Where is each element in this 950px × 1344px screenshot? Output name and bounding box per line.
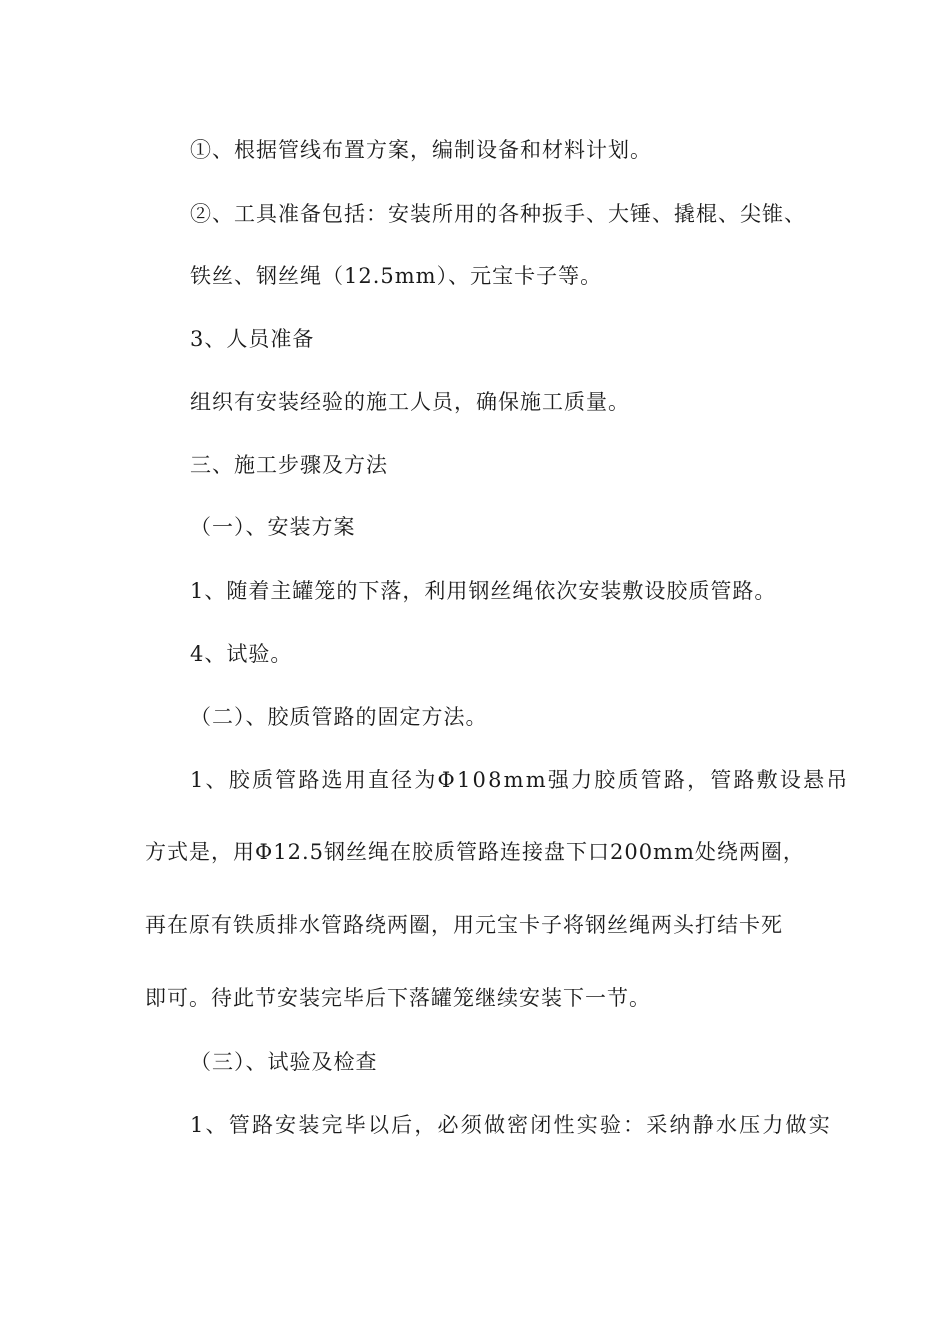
subsection-heading-2: （二）、胶质管路的固定方法。 — [190, 705, 488, 729]
paragraph-line-5: 组织有安装经验的施工人员，确保施工质量。 — [190, 390, 630, 414]
subsection-heading-3: （三）、试验及检查 — [190, 1050, 378, 1074]
section-heading-personnel: 3、人员准备 — [190, 327, 315, 351]
paragraph-line-11: 1、胶质管路选用直径为Φ108mm强力胶质管路，管路敷设悬吊 — [190, 768, 850, 792]
paragraph-line-9: 4、试验。 — [190, 642, 293, 666]
paragraph-line-12: 方式是，用Φ12.5钢丝绳在胶质管路连接盘下口200mm处绕两圈， — [145, 840, 805, 864]
paragraph-line-14: 即可。待此节安装完毕后下落罐笼继续安装下一节。 — [145, 986, 651, 1010]
paragraph-line-2: ②、工具准备包括：安装所用的各种扳手、大锤、撬棍、尖锥、 — [190, 202, 806, 226]
paragraph-line-13: 再在原有铁质排水管路绕两圈，用元宝卡子将钢丝绳两头打结卡死 — [145, 913, 783, 937]
paragraph-line-16: 1、管路安装完毕以后，必须做密闭性实验：采纳静水压力做实 — [190, 1113, 832, 1137]
subsection-heading-1: （一）、安装方案 — [190, 515, 356, 539]
paragraph-line-1: ①、根据管线布置方案，编制设备和材料计划。 — [190, 138, 652, 162]
section-heading-steps: 三、施工步骤及方法 — [190, 453, 388, 477]
paragraph-line-8: 1、随着主罐笼的下落，利用钢丝绳依次安装敷设胶质管路。 — [190, 579, 777, 603]
paragraph-line-3: 铁丝、钢丝绳（12.5mm）、元宝卡子等。 — [190, 264, 603, 288]
